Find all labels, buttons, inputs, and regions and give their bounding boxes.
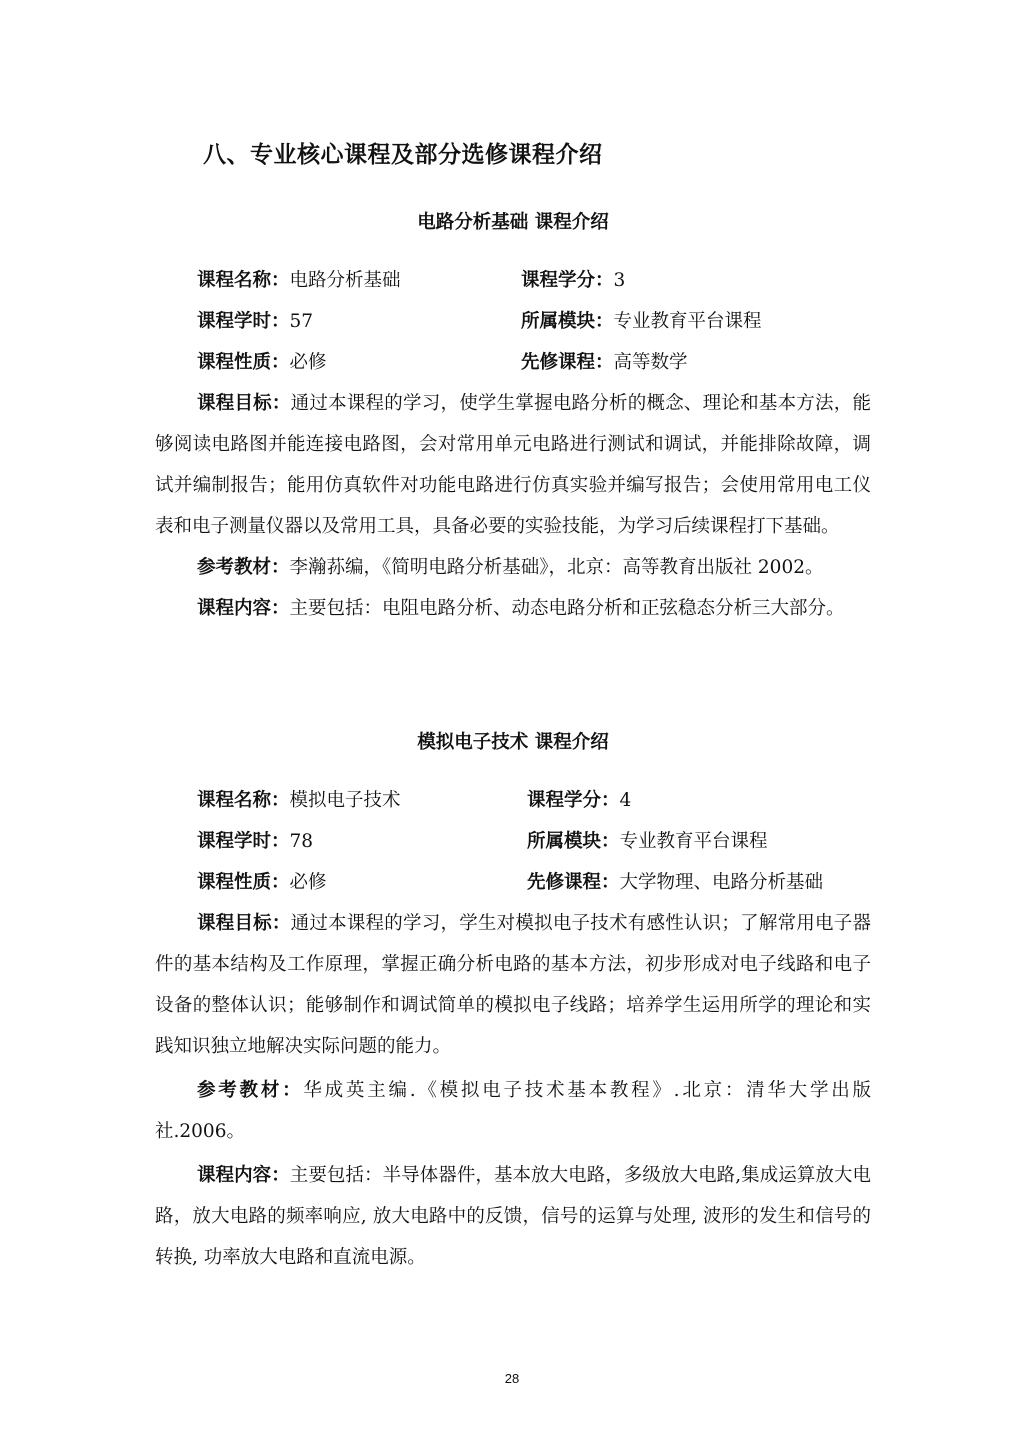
info-row (155, 821, 871, 862)
course-name-label: 课程名称： (197, 270, 290, 291)
course-credit-value: 3 (613, 270, 626, 291)
course-name-field (155, 260, 521, 301)
course-module-label: 所属模块： (527, 831, 620, 852)
course-block-analog-electronics (155, 728, 871, 1278)
course-content-label: 课程内容： (197, 1165, 290, 1186)
course-module-field (521, 301, 762, 342)
course-hours-field (155, 301, 521, 342)
course-module-value: 专业教育平台课程 (613, 311, 762, 332)
course-info-grid (155, 260, 871, 383)
course-content-text: 主要包括：半导体器件，基本放大电路，多级放大电路,集成运算放大电路，放大电路的频率响应, 放大电路中的反馈，信号的运算与处理, 波形的发生和信号的转换, 功率放大电路和直流电源。 (155, 1165, 871, 1268)
course-module-label: 所属模块： (521, 311, 614, 332)
info-row (155, 862, 871, 903)
course-prereq-field (527, 862, 823, 903)
course-hours-field (155, 821, 527, 862)
course-nature-label: 课程性质： (197, 872, 290, 893)
info-row (155, 260, 871, 301)
course-name-value: 电路分析基础 (289, 270, 401, 291)
course-hours-label: 课程学时： (197, 311, 290, 332)
course-credit-label: 课程学分： (527, 790, 620, 811)
course-name-field (155, 780, 527, 821)
course-textbook-paragraph (155, 1070, 871, 1152)
course-prereq-value: 高等数学 (613, 352, 688, 373)
course-goal-text: 通过本课程的学习，学生对模拟电子技术有感性认识；了解常用电子器件的基本结构及工作原理，掌握正确分析电路的基本方法，初步形成对电子线路和电子设备的整体认识；能够制作和调试简单的模拟电子线路；培养学生运用所学的理论和实践知识独立地解决实际问题的能力。 (155, 913, 871, 1057)
course-prereq-field (521, 342, 688, 383)
course-module-field (527, 821, 768, 862)
course-content-paragraph (155, 588, 871, 629)
course-title: 电路分析基础 课程介绍 (417, 212, 609, 233)
course-name-label: 课程名称： (197, 790, 290, 811)
course-goal-text: 通过本课程的学习，使学生掌握电路分析的概念、理论和基本方法，能够阅读电路图并能连接电路图，会对常用单元电路进行测试和调试，并能排除故障，调试并编制报告；能用仿真软件对功能电路进行仿真实验并编写报告；会使用常用电工仪表和电子测量仪器以及常用工具，具备必要的实验技能，为学习后续课程打下基础。 (155, 393, 871, 537)
course-goal-paragraph (155, 383, 871, 547)
course-hours-value: 78 (289, 831, 314, 852)
course-nature-field (155, 342, 521, 383)
course-nature-field (155, 862, 527, 903)
course-block-circuit-analysis (155, 208, 871, 629)
info-row (155, 301, 871, 342)
course-hours-label: 课程学时： (197, 831, 290, 852)
course-content-label: 课程内容： (197, 598, 290, 619)
course-hours-value: 57 (289, 311, 314, 332)
course-textbook-paragraph (155, 547, 871, 588)
course-name-value: 模拟电子技术 (289, 790, 401, 811)
course-textbook-label: 参考教材： (197, 1080, 304, 1101)
course-prereq-label: 先修课程： (527, 872, 620, 893)
page-number: 28 (504, 1371, 520, 1386)
course-prereq-value: 大学物理、电路分析基础 (619, 872, 824, 893)
course-textbook-label: 参考教材： (197, 557, 290, 578)
info-row (155, 780, 871, 821)
section-heading: 八、专业核心课程及部分选修课程介绍 (203, 142, 603, 168)
course-credit-label: 课程学分： (521, 270, 614, 291)
course-module-value: 专业教育平台课程 (619, 831, 768, 852)
course-textbook-text: 华成英主编.《模拟电子技术基本教程》.北京：清华大学出版社.2006。 (155, 1080, 871, 1142)
course-prereq-label: 先修课程： (521, 352, 614, 373)
course-nature-value: 必修 (289, 352, 327, 373)
course-credit-field (521, 260, 625, 301)
course-credit-value: 4 (619, 790, 632, 811)
course-goal-label: 课程目标： (197, 393, 291, 414)
course-goal-paragraph (155, 903, 871, 1067)
course-nature-value: 必修 (289, 872, 327, 893)
info-row (155, 342, 871, 383)
course-content-text: 主要包括：电阻电路分析、动态电路分析和正弦稳态分析三大部分。 (289, 598, 845, 619)
course-nature-label: 课程性质： (197, 352, 290, 373)
course-title: 模拟电子技术 课程介绍 (417, 732, 609, 753)
course-info-grid (155, 780, 871, 903)
course-content-paragraph (155, 1155, 871, 1278)
course-goal-label: 课程目标： (197, 913, 291, 934)
course-credit-field (527, 780, 631, 821)
course-textbook-text: 李瀚荪编，《简明电路分析基础》，北京：高等教育出版社 2002。 (289, 557, 824, 578)
